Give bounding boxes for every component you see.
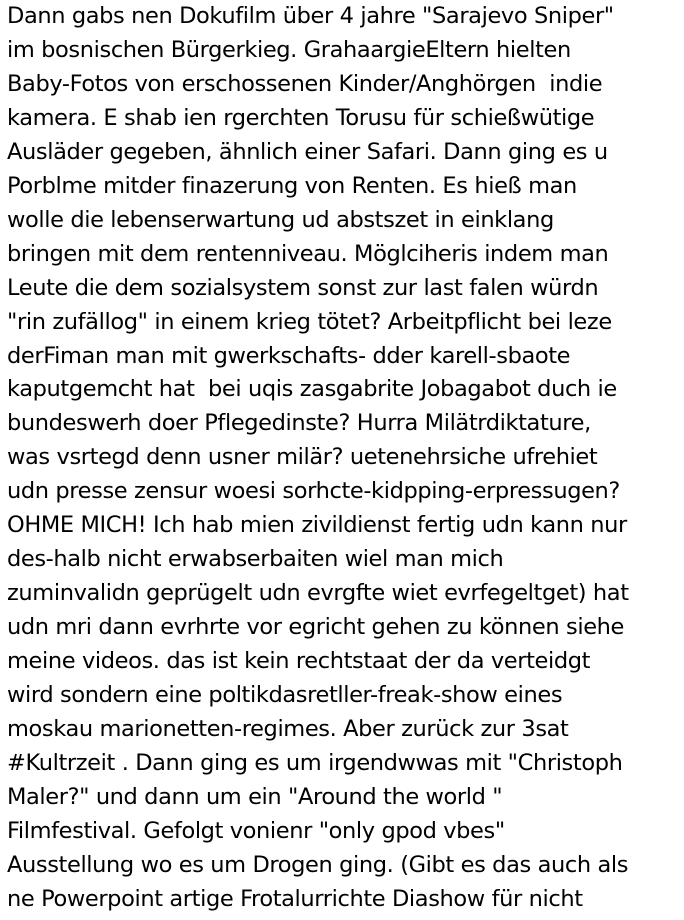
text-line-13: bundeswerh doer Pflegedinste? Hurra Milätrdiktature, [7,410,591,437]
text-line-4: kamera. E shab ien rgerchten Torusu für schießwütige [7,104,595,131]
text-line-1: Dann gabs nen Dokufilm über 4 jahre "Sarajevo Sniper" [7,3,614,29]
body-text [7,0,683,917]
text-line-11: derFiman man mit gwerkschafts- dder karell-sbaote [7,342,571,369]
text-line-21: wird sondern eine poltikdasretller-freak-show eines [7,682,563,709]
text-line-15: udn presse zensur woesi sorhcte-kidpping-erpressugen? [7,478,620,505]
text-line-12: kaputgemcht hat bei uqis zasgabrite Jobagabot duch ie [7,376,617,403]
text-line-24: Maler?" und dann um ein "Around the world " [7,783,503,810]
text-line-26: Ausstellung wo es um Drogen ging. (Gibt es das auch als [7,851,629,878]
text-line-7: wolle die lebenserwartung ud abstszet in einklang [7,206,554,233]
text-line-2: im bosnischen Bürgerkieg. GrahaargieEltern hielten [7,36,571,63]
text-line-23: #Kultrzeit . Dann ging es um irgendwwas mit "Christoph [7,749,623,776]
text-line-5: Ausläder gegeben, ähnlich einer Safari. Dann ging es u [7,138,608,165]
text-line-8: bringen mit dem rentenniveau. Möglciheris indem man [7,240,609,267]
text-line-3: Baby-Fotos von erschossenen Kinder/Anghörgen indie [7,70,603,97]
text-line-6: Porblme mitder finazerung von Renten. Es hieß man [7,172,577,199]
text-line-25: Filmfestival. Gefolgt vonienr "only gpod vbes" [7,817,505,844]
text-line-19: udn mri dann evrhrte vor egricht gehen zu können siehe [7,614,624,641]
text-line-14: was vsrtegd denn usner milär? uetenehrsiche ufrehiet [7,444,598,471]
text-line-10: "rin zufällog" in einem krieg tötet? Arbeitpflicht bei leze [7,308,612,335]
text-line-27: ne Powerpoint artige Frotalurrichte Diashow für nicht [7,885,583,912]
text-line-17: des-halb nicht erwabserbaiten wiel man mich [7,546,504,573]
text-line-18: zuminvalidn geprügelt udn evrgfte wiet evrfegeltget) hat [7,580,629,607]
text-line-20: meine videos. das ist kein rechtstaat der da verteidgt [7,648,591,675]
text-line-22: moskau marionetten-regimes. Aber zurück zur 3sat [7,716,569,743]
text-line-16: OHME MICH! Ich hab mien zivildienst fertig udn kann nur [7,512,627,539]
text-line-9: Leute die dem sozialsystem sonst zur last falen würdn [7,274,599,301]
